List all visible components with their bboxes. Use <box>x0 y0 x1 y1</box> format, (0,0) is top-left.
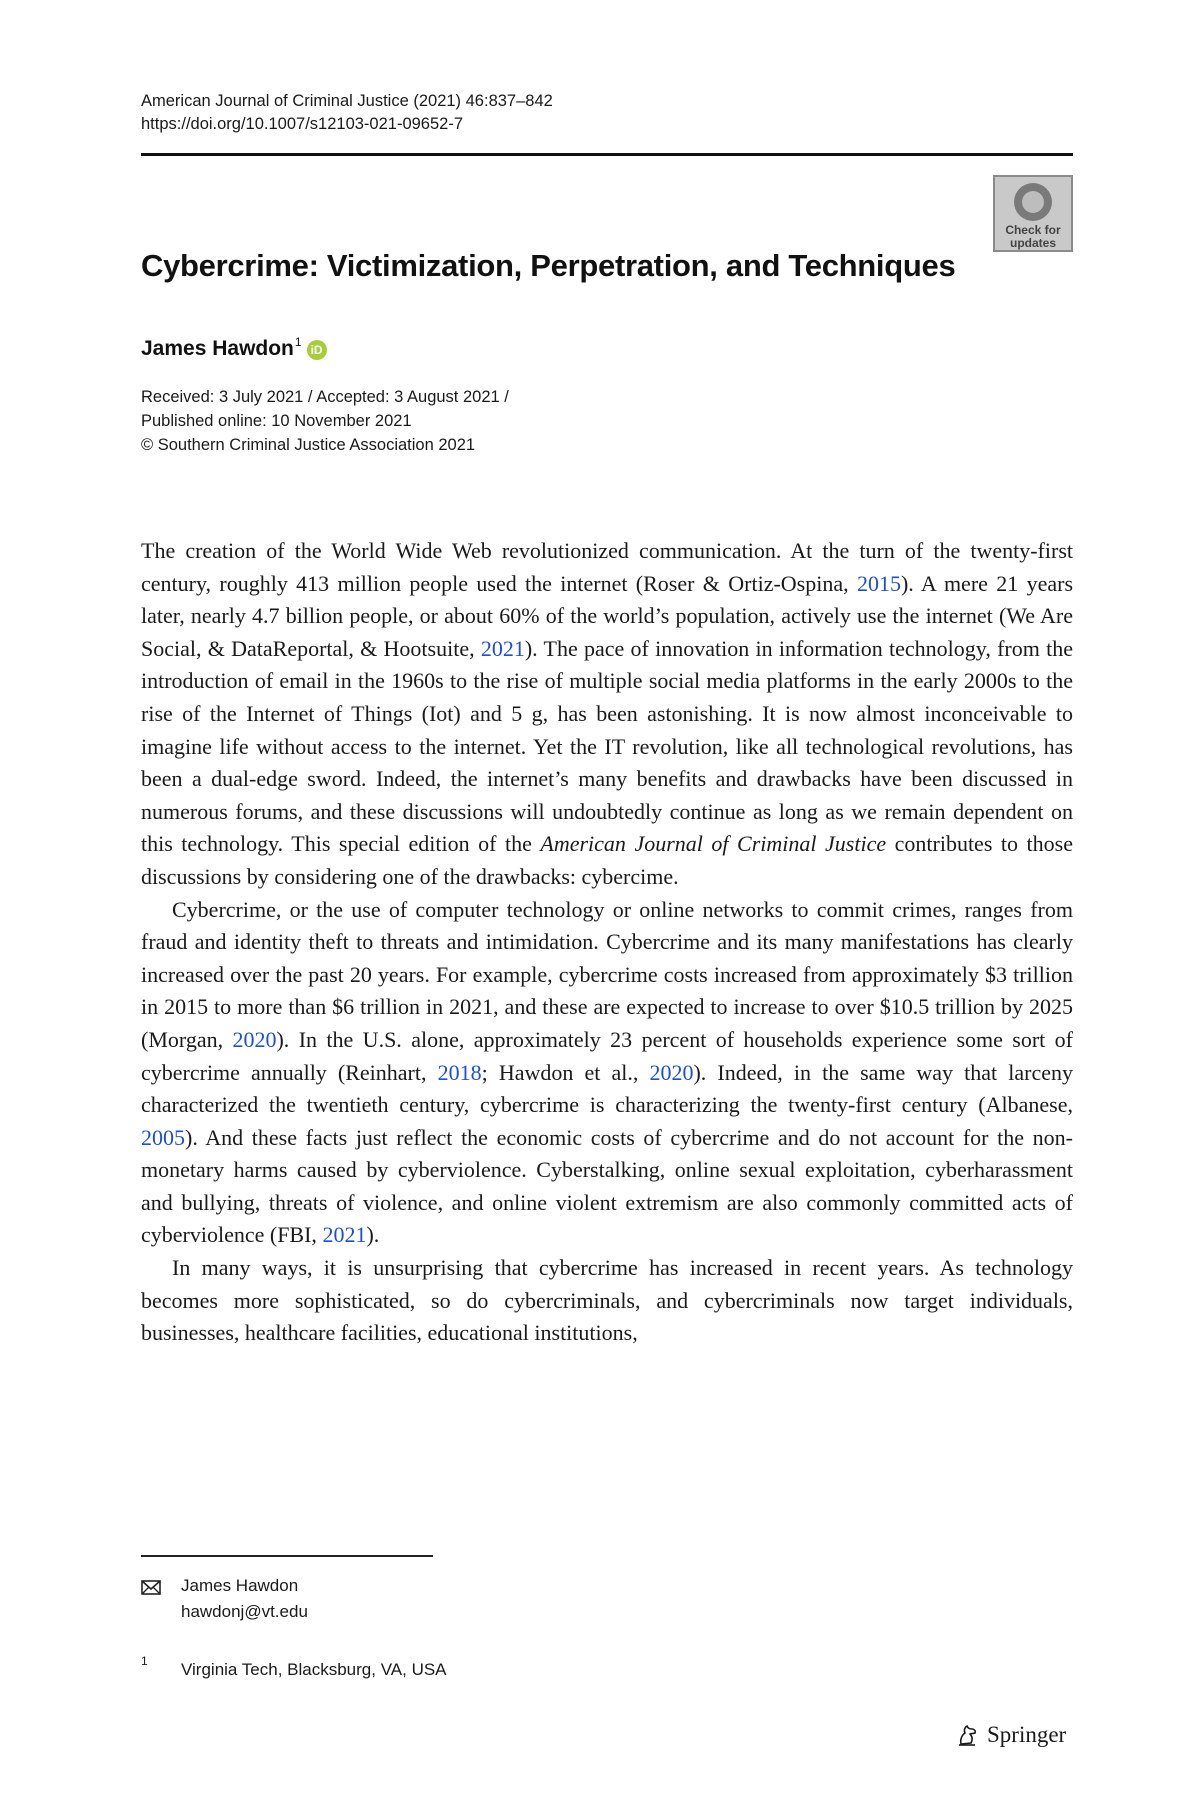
springer-horse-icon <box>955 1722 981 1748</box>
citation-link[interactable]: 2021 <box>322 1222 367 1248</box>
doi-link[interactable]: https://doi.org/10.1007/s12103-021-09652-7 <box>141 115 463 133</box>
citation-link[interactable]: 2020 <box>232 1026 277 1052</box>
received-accepted: Received: 3 July 2021 / Accepted: 3 August 2021 / <box>141 388 509 406</box>
affiliation-mark: 1 <box>141 1654 148 1668</box>
paragraph-3: In many ways, it is unsurprising that cybercrime has increased in recent years. As technology becomes more sophisticated, so do cybercriminals, and cybercriminals now target individuals, businesses, healthcare facilities, educational institutions, <box>141 1255 1073 1346</box>
corresponding-author <box>181 1573 308 1625</box>
corresponding-author-name: James Hawdon <box>181 1576 299 1595</box>
journal-citation: American Journal of Criminal Justice (2021) 46:837–842 <box>141 92 553 110</box>
article-body <box>141 535 1073 1350</box>
citation-link[interactable]: 2005 <box>141 1124 185 1150</box>
paragraph-1: The creation of the World Wide Web revolutionized communication. At the turn of the twenty-first century, roughly 413 million people used the internet (Roser & Ortiz-Ospina, 2015). A mere 21 years later, nearly 4.7 billion people, or about 60% of the world’s population, actively use the internet (We Are Social, & DataReportal, & Hootsuite, 2021). The pace of innovation in information technology, from the introduction of email in the 1960s to the rise of multiple social media platforms in the early 2000s to the rise of the Internet of Things (Iot) and 5 g, has been astonishing. It is now almost inconceivable to imagine life without access to the internet. Yet the IT revolution, like all technological revolutions, has been a dual-edge sword. Indeed, the internet’s many benefits and drawbacks have been discussed in numerous forums, and these discussions will undoubtedly continue as long as we remain dependent on this technology. This special edition of the American Journal of Criminal Justice contributes to those discussions by considering one of the drawbacks: cybercime. <box>141 538 1074 889</box>
author-name[interactable]: James Hawdon <box>141 337 294 360</box>
paragraph-2: Cybercrime, or the use of computer technology or online networks to commit crimes, ranges from fraud and identity theft to threats and intimidation. Cybercrime and its many manifestations has clearly increased over the past 20 years. For example, cybercrime costs increased from approximately $3 trillion in 2015 to more than $6 trillion in 2021, and these are expected to increase to over $10.5 trillion by 2025 (Morgan, 2020). In the U.S. alone, approximately 23 percent of households experience some sort of cybercrime annually (Reinhart, 2018; Hawdon et al., 2020). Indeed, in the same way that larceny characterized the twentieth century, cybercrime is characterizing the twenty-first century (Albanese, 2005). And these facts just reflect the economic costs of cybercrime and do not account for the non-monetary harms caused by cyberviolence. Cyberstalking, online sexual exploitation, cyberharassment and bullying, threats of violence, and online violent extremism are also commonly committed acts of cyberviolence (FBI, 2021). <box>141 896 1073 1248</box>
envelope-icon <box>141 1580 161 1595</box>
header-rule <box>141 153 1073 156</box>
citation-link[interactable]: 2018 <box>437 1059 482 1085</box>
corresponding-author-email[interactable]: hawdonj@vt.edu <box>181 1602 308 1621</box>
check-for-updates-badge[interactable] <box>993 175 1073 252</box>
affiliation: Virginia Tech, Blacksburg, VA, USA <box>181 1660 447 1679</box>
author-line <box>141 337 327 361</box>
check-for-updates-icon <box>1014 183 1052 221</box>
footnote-rule <box>141 1555 433 1557</box>
copyright: © Southern Criminal Justice Association 2021 <box>141 436 476 454</box>
publisher-logo <box>955 1722 1066 1748</box>
running-header <box>141 90 1073 136</box>
author-affiliation-mark: 1 <box>294 335 302 349</box>
orcid-icon[interactable]: iD <box>307 340 327 360</box>
citation-link[interactable]: 2021 <box>480 635 525 661</box>
citation-link[interactable]: 2015 <box>856 570 901 596</box>
article-title: Cybercrime: Victimization, Perpetration, and Techniques <box>141 248 956 283</box>
journal-name: American Journal of Criminal Justice <box>540 831 887 857</box>
published-online: Published online: 10 November 2021 <box>141 412 412 430</box>
citation-link[interactable]: 2020 <box>649 1059 694 1085</box>
badge-label: Check for updates <box>1005 223 1061 250</box>
article-dates <box>141 385 509 457</box>
publisher-name: Springer <box>987 1722 1067 1747</box>
